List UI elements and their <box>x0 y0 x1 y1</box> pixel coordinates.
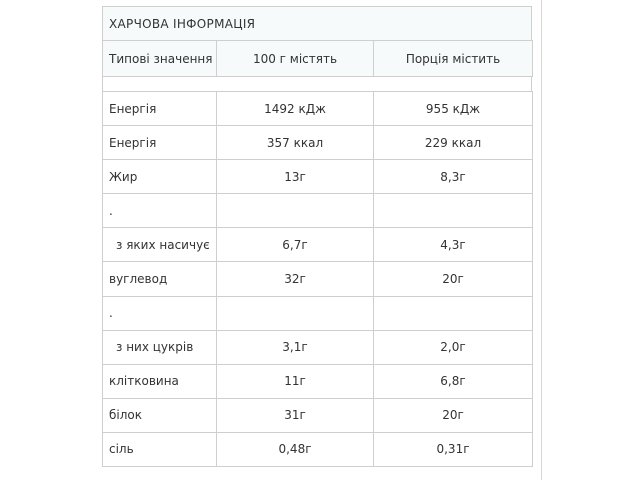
row-portion <box>374 296 533 330</box>
row-per-100g <box>217 296 374 330</box>
table-title: ХАРЧОВА ІНФОРМАЦІЯ <box>102 6 532 40</box>
table-spacer <box>102 77 532 91</box>
row-label: клітковина <box>103 364 217 398</box>
row-label: з них цукрів <box>103 330 217 364</box>
left-margin <box>0 0 90 480</box>
row-label: білок <box>103 398 217 432</box>
row-label: Жир <box>103 160 217 194</box>
table-row <box>103 194 533 228</box>
table-row <box>103 262 533 296</box>
row-label: сіль <box>103 432 217 466</box>
table-row <box>103 296 533 330</box>
row-label: з яких насичує <box>103 228 217 262</box>
row-per-100g: 6,7г <box>217 228 374 262</box>
header-per-portion: Порція містить <box>374 41 533 77</box>
row-per-100g: 13г <box>217 160 374 194</box>
row-label: Енергія <box>103 126 217 160</box>
row-portion: 4,3г <box>374 228 533 262</box>
table-row <box>103 432 533 466</box>
row-portion: 955 кДж <box>374 92 533 126</box>
nutrition-table <box>102 6 532 467</box>
row-per-100g: 11г <box>217 364 374 398</box>
row-label: . <box>103 296 217 330</box>
table-row <box>103 228 533 262</box>
table-row <box>103 126 533 160</box>
header-per-100g: 100 г містять <box>217 41 374 77</box>
right-divider <box>541 0 542 480</box>
row-portion: 2,0г <box>374 330 533 364</box>
right-margin <box>543 0 640 480</box>
table-header <box>102 40 533 77</box>
row-portion: 8,3г <box>374 160 533 194</box>
row-per-100g: 32г <box>217 262 374 296</box>
table-body <box>102 91 533 467</box>
row-label: Енергія <box>103 92 217 126</box>
row-portion: 20г <box>374 398 533 432</box>
row-per-100g <box>217 194 374 228</box>
row-portion: 6,8г <box>374 364 533 398</box>
row-per-100g: 3,1г <box>217 330 374 364</box>
row-portion: 229 ккал <box>374 126 533 160</box>
table-row <box>103 364 533 398</box>
table-row <box>103 160 533 194</box>
row-portion <box>374 194 533 228</box>
header-typical-values: Типові значення <box>103 41 217 77</box>
row-per-100g: 31г <box>217 398 374 432</box>
row-portion: 0,31г <box>374 432 533 466</box>
row-per-100g: 1492 кДж <box>217 92 374 126</box>
table-row <box>103 398 533 432</box>
table-row <box>103 330 533 364</box>
row-label: . <box>103 194 217 228</box>
row-per-100g: 0,48г <box>217 432 374 466</box>
header-row <box>103 41 533 77</box>
row-portion: 20г <box>374 262 533 296</box>
table-row <box>103 92 533 126</box>
row-label: вуглевод <box>103 262 217 296</box>
row-per-100g: 357 ккал <box>217 126 374 160</box>
